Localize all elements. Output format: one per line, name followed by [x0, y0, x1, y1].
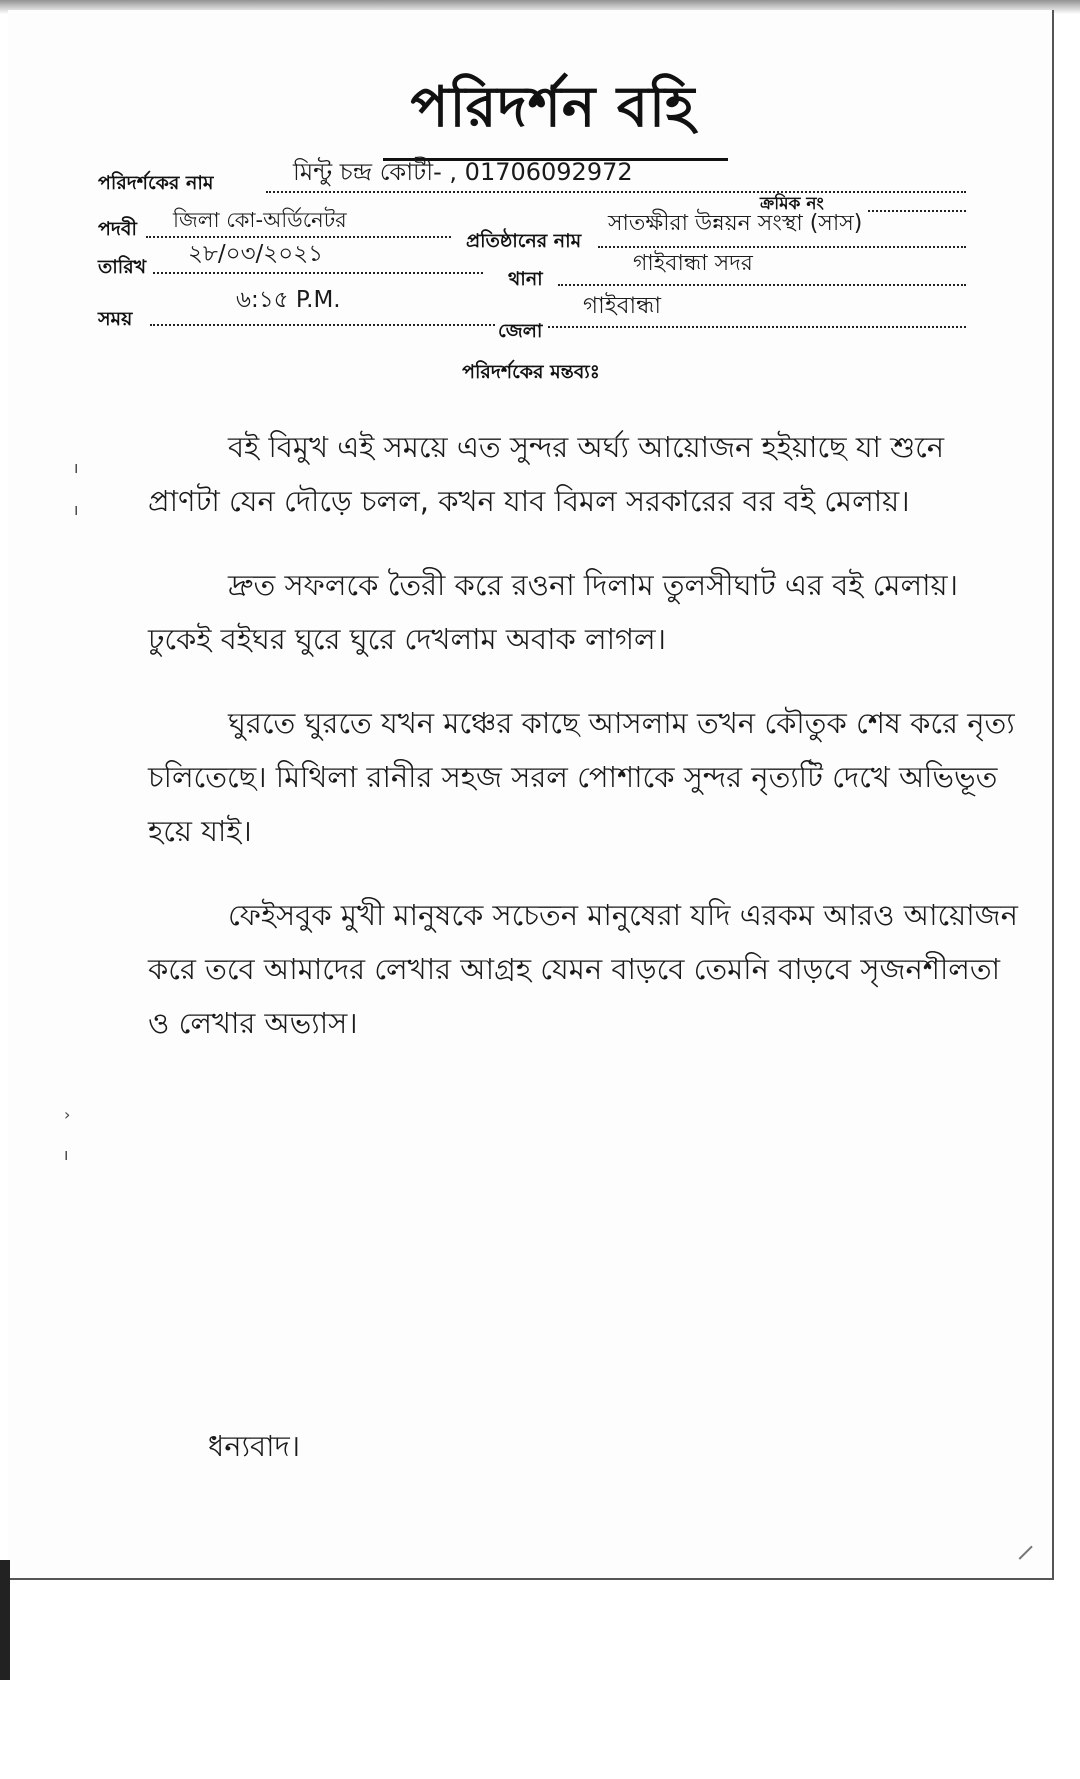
date-label: তারিখ: [98, 256, 147, 278]
designation-label: পদবী: [98, 218, 137, 240]
thana-value: গাইবান্ধা সদর: [633, 251, 753, 276]
time-line: [150, 324, 495, 326]
inspector-name-value: মিন্টু চন্দ্র কোটী- , 01706092972: [293, 158, 633, 186]
district-line: [548, 326, 966, 328]
date-value: ২৮/০৩/২০২১: [188, 241, 324, 267]
comment-paragraph: দ্রুত সফলকে তৈরী করে রওনা দিলাম তুলসীঘাট এর বই মেলায়। ঢুকেই বইঘর ঘুরে ঘুরে দেখলাম অবাক লাগল।: [148, 568, 958, 656]
designation-line: [146, 236, 451, 238]
inspection-book-page: [8, 10, 1054, 1580]
page-title: পরিদর্শন বহি: [410, 74, 696, 140]
comments-heading: পরিদর্শকের মন্তব্যঃ: [462, 361, 600, 383]
margin-mark: ›: [64, 1105, 71, 1124]
margin-mark: ı: [74, 500, 79, 519]
comment-paragraph: বই বিমুখ এই সময়ে এত সুন্দর অর্ঘ্য আয়োজন হইয়াছে যা শুনে প্রাণটা যেন দৌড়ে চলল, কখন যাব বিমল সরকারের বর বই মেলায়।: [148, 430, 945, 518]
institution-label: প্রতিষ্ঠানের নাম: [466, 230, 582, 252]
margin-mark: ı: [74, 458, 79, 477]
page-corner-mark: [1019, 1546, 1046, 1573]
serial-no-line: [868, 210, 966, 212]
institution-value: সাতক্ষীরা উন্নয়ন সংস্থা (সাস): [608, 211, 863, 236]
inspector-name-label: পরিদর্শকের নাম: [98, 172, 214, 194]
date-line: [153, 272, 483, 274]
district-value: গাইবান্ধা: [583, 293, 662, 319]
time-label: সময়: [98, 308, 133, 330]
margin-mark: ı: [64, 1145, 69, 1164]
institution-line: [598, 246, 966, 248]
closing-note: ধন্যবাদ।: [208, 1429, 301, 1463]
comment-paragraph: ঘুরতে ঘুরতে যখন মঞ্চের কাছে আসলাম তখন কৌতুক শেষ করে নৃত্য চলিতেছে। মিথিলা রানীর সহজ সরল পোশাকে সুন্দর নৃত্যটি দেখে অভিভূত হয়ে যাই।: [148, 706, 1015, 848]
comment-paragraph: ফেইসবুক মুখী মানুষকে সচেতন মানুষেরা যদি এরকম আরও আয়োজন করে তবে আমাদের লেখার আগ্রহ যেমন বাড়বে তেমনি বাড়বে সৃজনশীলতা ও লেখার অভ্যাস।: [148, 898, 1018, 1040]
inspector-name-line: [266, 191, 966, 193]
serial-no-label: ক্রমিক নং: [760, 194, 824, 214]
inspector-comments: [148, 420, 1018, 1080]
thana-label: থানা: [508, 268, 543, 290]
designation-value: জিলা কো-অর্ডিনেটর: [173, 208, 347, 232]
time-value: ৬:১৫ P.M.: [236, 287, 341, 313]
thana-line: [558, 284, 966, 286]
scan-edge-mark: [0, 1560, 10, 1680]
district-label: জেলা: [498, 320, 543, 342]
